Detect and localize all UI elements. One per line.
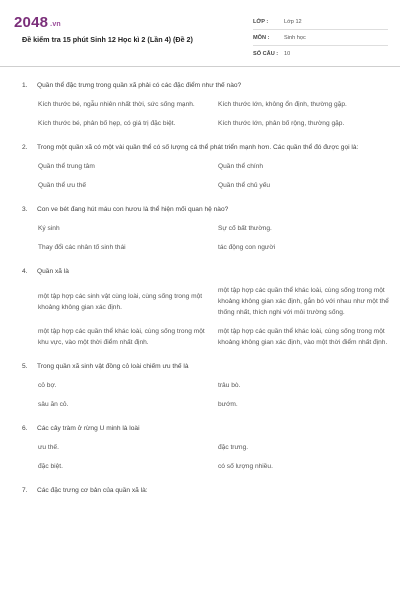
question-5 xyxy=(0,361,400,410)
answer-option[interactable]: ưu thế. xyxy=(38,444,59,451)
answer-options xyxy=(0,161,400,191)
answer-option[interactable]: Ký sinh xyxy=(38,225,60,232)
question-header xyxy=(0,266,400,277)
exam-title: Đề kiểm tra 15 phút Sinh 12 Học kì 2 (Lần 4) (Đề 2) xyxy=(22,35,193,44)
answer-option[interactable]: một tập hợp các quần thể khác loài, cùng sống trong một khoảng không gian xác định, gắn bó với nhau như một thể thống nhất, thích nghi với môi trường sống. xyxy=(218,287,389,316)
question-header xyxy=(0,80,400,91)
question-number: 2. xyxy=(22,144,28,151)
question-number: 5. xyxy=(22,363,28,370)
answer-options xyxy=(0,442,400,472)
question-2 xyxy=(0,142,400,191)
answer-option[interactable]: Quần thể trung tâm xyxy=(38,163,95,170)
question-header xyxy=(0,204,400,215)
answer-option[interactable]: Kích thước lớn, không ổn định, thường gặp. xyxy=(218,101,347,108)
answer-option[interactable]: một tập hợp các quần thể khác loài, cùng sống trong một khu vực, vào một thời điểm nhất định. xyxy=(38,328,205,346)
meta-row-count xyxy=(253,46,388,61)
answer-option[interactable]: Quần thể chính xyxy=(218,163,264,170)
question-text: Con ve bét đang hút máu con hươu là thể hiện mối quan hệ nào? xyxy=(37,206,229,213)
meta-value: Sinh học xyxy=(284,34,306,41)
answer-option[interactable]: Thay đổi các nhân tố sinh thái xyxy=(38,244,126,251)
question-text: Quần xã là xyxy=(37,268,69,275)
answer-option[interactable]: đặc trưng. xyxy=(218,444,249,451)
meta-key: SỐ CÂU : xyxy=(253,50,279,57)
site-logo[interactable] xyxy=(14,14,61,31)
question-number: 7. xyxy=(22,487,28,494)
meta-key: LỚP : xyxy=(253,18,269,25)
question-text: Trong một quần xã có một vài quần thể có số lượng cá thể phát triển mạnh hơn. Các quần thể đó được gọi là: xyxy=(37,144,359,151)
question-3 xyxy=(0,204,400,253)
answer-option[interactable]: một tập hợp các quần thể khác loài, cùng sống trong một khoảng không gian xác định, vào một thời điểm nhất định. xyxy=(218,328,388,346)
answer-option[interactable]: Kích thước lớn, phân bố rộng, thường gặp. xyxy=(218,120,345,127)
exam-header xyxy=(0,0,400,67)
exam-meta xyxy=(253,14,388,61)
answer-option[interactable]: bướm. xyxy=(218,401,238,408)
answer-option[interactable]: Kích thước bé, ngẫu nhiên nhất thời, sức sống mạnh. xyxy=(38,101,195,108)
question-text: Trong quần xã sinh vật đồng cỏ loài chiếm ưu thế là xyxy=(37,363,189,370)
answer-option[interactable]: Quần thể chủ yếu xyxy=(218,182,271,189)
answer-option[interactable]: Quần thể ưu thế xyxy=(38,182,87,189)
question-text: Quần thể đặc trưng trong quần xã phải có các đặc điểm như thế nào? xyxy=(37,82,242,89)
question-6 xyxy=(0,423,400,472)
question-number: 1. xyxy=(22,82,28,89)
question-header xyxy=(0,423,400,434)
answer-options xyxy=(0,99,400,129)
answer-option[interactable]: sâu ăn cỏ. xyxy=(38,401,69,408)
question-header xyxy=(0,361,400,372)
answer-options xyxy=(0,223,400,253)
answer-options xyxy=(0,380,400,410)
meta-row-subject xyxy=(253,30,388,46)
logo-text: 2048 xyxy=(14,14,49,31)
meta-value: Lớp 12 xyxy=(284,18,302,25)
answer-option[interactable]: Sự cố bất thường. xyxy=(218,225,272,232)
question-7 xyxy=(0,485,400,496)
answer-option[interactable]: một tập hợp các sinh vật cùng loài, cùng sống trong một khoảng không gian xác định. xyxy=(38,292,203,311)
question-1 xyxy=(0,80,400,129)
answer-options xyxy=(0,285,400,348)
question-list xyxy=(0,80,400,509)
answer-option[interactable]: cỏ bợ. xyxy=(38,382,57,389)
question-number: 3. xyxy=(22,206,28,213)
answer-option[interactable]: trâu bò. xyxy=(218,382,241,389)
meta-key: MÔN : xyxy=(253,34,270,41)
question-number: 6. xyxy=(22,425,28,432)
answer-option[interactable]: đặc biệt. xyxy=(38,463,63,470)
question-header xyxy=(0,485,400,496)
answer-option[interactable]: Kích thước bé, phân bố hẹp, có giá trị đặc biệt. xyxy=(38,120,176,127)
meta-row-class xyxy=(253,14,388,30)
question-text: Các cây tràm ở rừng U minh là loài xyxy=(37,425,140,432)
question-header xyxy=(0,142,400,153)
answer-option[interactable]: có số lượng nhiều. xyxy=(218,463,273,470)
question-4 xyxy=(0,266,400,348)
question-number: 4. xyxy=(22,268,28,275)
logo-suffix: .vn xyxy=(50,21,61,28)
question-text: Các đặc trưng cơ bản của quần xã là: xyxy=(37,487,148,494)
answer-option[interactable]: tác động con người xyxy=(218,244,276,251)
meta-value: 10 xyxy=(284,50,291,57)
